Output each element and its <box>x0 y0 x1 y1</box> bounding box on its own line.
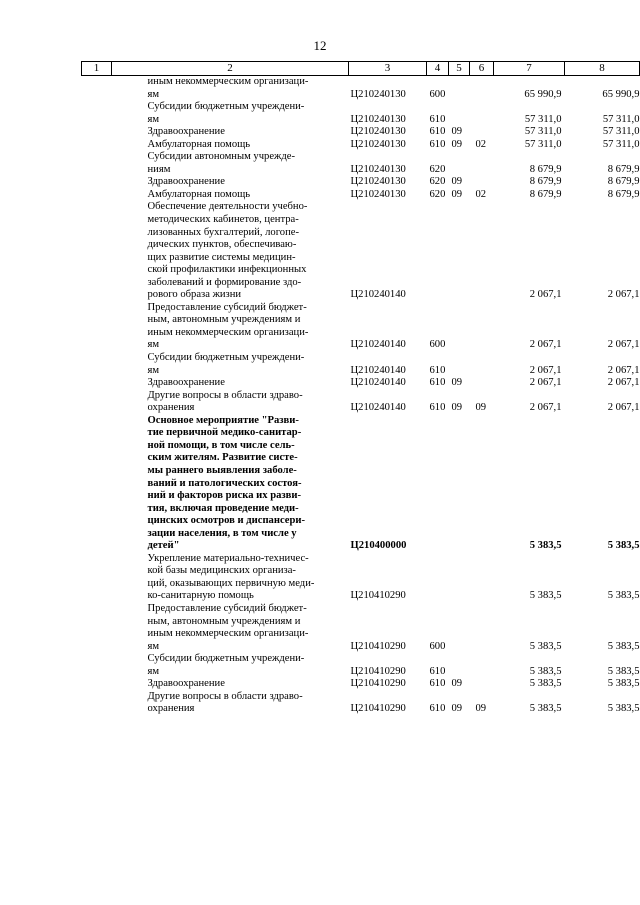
row-name-line: Субсидии бюджетным учреждени- <box>147 653 305 665</box>
row-name-line: ным, автономным учреждениям и <box>147 314 301 326</box>
row-name-cell <box>112 76 349 102</box>
row-name-line: охранения <box>147 703 195 715</box>
row-name-line: ваний и патологических состоя- <box>147 477 302 489</box>
table-row <box>82 139 640 152</box>
row-name-line: щих развитие системы медицин- <box>147 251 296 263</box>
row-name-cell <box>112 377 349 390</box>
section-cell <box>449 201 470 301</box>
expense-type-cell: 610 <box>429 665 446 677</box>
amount-col8-cell: 8 679,9 <box>607 188 640 200</box>
amount-col7-cell: 5 383,5 <box>529 590 562 602</box>
row-name-line: ям <box>147 665 160 677</box>
row-name-line: дических пунктов, обеспечиваю- <box>147 239 297 251</box>
subsection-cell <box>470 126 494 139</box>
expense-type-cell <box>427 201 449 301</box>
amount-col8-cell: 2 067,1 <box>607 364 640 376</box>
section-cell <box>449 151 470 176</box>
row-name-cell <box>112 415 349 553</box>
row-number-cell <box>82 139 112 152</box>
amount-col7-cell: 2 067,1 <box>529 339 562 351</box>
row-name-line: ям <box>147 88 160 100</box>
amount-col7-cell: 5 383,5 <box>529 678 562 690</box>
amount-col8-cell: 5 383,5 <box>607 540 640 552</box>
expense-type-cell: 610 <box>429 113 446 125</box>
table-row <box>82 151 640 176</box>
column-number-header <box>82 62 640 76</box>
header-cell: 6 <box>470 62 494 76</box>
row-name-line: Предоставление субсидий бюджет- <box>147 602 307 614</box>
header-cell: 5 <box>449 62 470 76</box>
row-name-line: Другие вопросы в области здраво- <box>147 389 303 401</box>
amount-col7-cell: 5 383,5 <box>529 703 562 715</box>
expense-type-cell: 610 <box>429 377 446 389</box>
amount-col7-cell: 57 311,0 <box>524 126 562 138</box>
row-name-cell <box>112 603 349 653</box>
table-row <box>82 653 640 678</box>
row-name-line: детей" <box>147 540 180 552</box>
row-number-cell <box>82 653 112 678</box>
row-number-cell <box>82 390 112 415</box>
table-row <box>82 691 640 716</box>
row-name-line: Субсидии бюджетным учреждени- <box>147 101 305 113</box>
subsection-cell <box>470 653 494 678</box>
row-name-cell <box>112 390 349 415</box>
amount-col8-cell: 65 990,9 <box>602 88 640 100</box>
amount-col7-cell: 5 383,5 <box>529 540 562 552</box>
section-cell <box>449 653 470 678</box>
amount-col8-cell: 5 383,5 <box>607 665 640 677</box>
amount-col8-cell: 57 311,0 <box>602 138 640 150</box>
target-code-cell: Ц210240140 <box>350 377 406 389</box>
expense-type-cell: 600 <box>429 640 446 652</box>
row-name-line: ским жителям. Развитие систе- <box>147 452 298 464</box>
table-row <box>82 553 640 603</box>
row-name-line: иным некоммерческим организаци- <box>147 628 309 640</box>
row-name-line: ным, автономным учреждениям и <box>147 615 301 627</box>
table-row <box>82 302 640 352</box>
subsection-cell <box>470 553 494 603</box>
row-name-cell <box>112 126 349 139</box>
expense-type-cell: 620 <box>429 176 446 188</box>
subsection-cell <box>470 176 494 189</box>
row-number-cell <box>82 302 112 352</box>
amount-col8-cell: 5 383,5 <box>607 703 640 715</box>
row-number-cell <box>82 151 112 176</box>
amount-col7-cell: 8 679,9 <box>529 163 562 175</box>
subsection-cell <box>470 76 494 102</box>
section-cell: 09 <box>451 176 463 188</box>
row-name-line: ко-санитарную помощь <box>147 590 254 602</box>
amount-col7-cell: 57 311,0 <box>524 113 562 125</box>
table-row <box>82 201 640 301</box>
expense-type-cell: 600 <box>429 88 446 100</box>
expense-type-cell: 610 <box>429 402 446 414</box>
row-name-line: Субсидии бюджетным учреждени- <box>147 352 305 364</box>
row-name-line: Обеспечение деятельности учебно- <box>147 201 308 213</box>
target-code-cell: Ц210240140 <box>350 339 406 351</box>
amount-col7-cell: 65 990,9 <box>524 88 562 100</box>
amount-col8-cell: 57 311,0 <box>602 113 640 125</box>
amount-col8-cell: 2 067,1 <box>607 377 640 389</box>
row-name-line: Амбулаторная помощь <box>147 138 251 150</box>
amount-col8-cell: 8 679,9 <box>607 176 640 188</box>
subsection-cell <box>470 101 494 126</box>
row-name-cell <box>112 553 349 603</box>
target-code-cell: Ц210240130 <box>350 88 406 100</box>
expense-type-cell: 610 <box>429 126 446 138</box>
row-name-line: охранения <box>147 402 195 414</box>
header-cell: 1 <box>82 62 112 76</box>
section-cell: 09 <box>451 377 463 389</box>
row-name-line: Предоставление субсидий бюджет- <box>147 301 307 313</box>
header-cell: 8 <box>565 62 640 76</box>
header-cell: 2 <box>112 62 349 76</box>
section-cell <box>449 76 470 102</box>
row-name-line: Укрепление материально-техничес- <box>147 552 309 564</box>
section-cell: 09 <box>451 703 463 715</box>
section-cell <box>449 101 470 126</box>
row-name-line: рового образа жизни <box>147 289 242 301</box>
row-number-cell <box>82 603 112 653</box>
section-cell: 09 <box>451 138 463 150</box>
table-row <box>82 678 640 691</box>
row-number-cell <box>82 101 112 126</box>
expense-type-cell: 610 <box>429 138 446 150</box>
amount-col7-cell: 5 383,5 <box>529 640 562 652</box>
amount-col8-cell: 8 679,9 <box>607 163 640 175</box>
row-name-line: Здравоохранение <box>147 176 225 188</box>
amount-col7-cell: 5 383,5 <box>529 665 562 677</box>
row-number-cell <box>82 201 112 301</box>
section-cell: 09 <box>451 402 463 414</box>
row-name-line: ной помощи, в том числе сель- <box>147 439 295 451</box>
target-code-cell: Ц210240130 <box>350 126 406 138</box>
row-name-line: Основное мероприятие "Разви- <box>147 414 299 426</box>
subsection-cell: 02 <box>475 138 487 150</box>
target-code-cell: Ц210410290 <box>350 665 406 677</box>
row-name-cell <box>112 189 349 202</box>
amount-col7-cell: 8 679,9 <box>529 176 562 188</box>
subsection-cell: 09 <box>475 402 487 414</box>
table-row <box>82 415 640 553</box>
subsection-cell <box>470 678 494 691</box>
row-name-line: ям <box>147 339 160 351</box>
target-code-cell: Ц210240130 <box>350 138 406 150</box>
subsection-cell <box>470 151 494 176</box>
row-name-line: ям <box>147 113 160 125</box>
amount-col8-cell: 57 311,0 <box>602 126 640 138</box>
row-name-cell <box>112 678 349 691</box>
row-name-line: ям <box>147 364 160 376</box>
table-row <box>82 126 640 139</box>
amount-col8-cell: 2 067,1 <box>607 402 640 414</box>
target-code-cell: Ц210240140 <box>350 289 406 301</box>
expense-type-cell: 610 <box>429 703 446 715</box>
header-cell: 7 <box>494 62 565 76</box>
row-name-cell <box>112 101 349 126</box>
row-number-cell <box>82 377 112 390</box>
expense-type-cell: 620 <box>429 163 446 175</box>
row-name-line: иным некоммерческим организаци- <box>147 326 309 338</box>
row-name-line: заболеваний и формирование здо- <box>147 276 302 288</box>
expense-type-cell <box>427 553 449 603</box>
amount-col8-cell: 2 067,1 <box>607 289 640 301</box>
expense-type-cell: 600 <box>429 339 446 351</box>
expense-type-cell: 610 <box>429 364 446 376</box>
section-cell: 09 <box>451 188 463 200</box>
subsection-cell <box>470 415 494 553</box>
row-name-cell <box>112 691 349 716</box>
expense-type-cell: 620 <box>429 188 446 200</box>
subsection-cell <box>470 302 494 352</box>
subsection-cell: 02 <box>475 188 487 200</box>
header-cell: 4 <box>427 62 449 76</box>
page-number: 12 <box>313 38 327 53</box>
amount-col8-cell: 2 067,1 <box>607 339 640 351</box>
amount-col7-cell: 57 311,0 <box>524 138 562 150</box>
row-number-cell <box>82 415 112 553</box>
row-name-cell <box>112 139 349 152</box>
header-cell: 3 <box>349 62 427 76</box>
row-name-line: Амбулаторная помощь <box>147 188 251 200</box>
target-code-cell: Ц210410290 <box>350 678 406 690</box>
row-name-line: Здравоохранение <box>147 377 225 389</box>
subsection-cell <box>470 603 494 653</box>
amount-col7-cell: 2 067,1 <box>529 402 562 414</box>
row-name-cell <box>112 302 349 352</box>
amount-col8-cell: 5 383,5 <box>607 640 640 652</box>
row-name-line: иным некоммерческим организаци- <box>147 76 309 87</box>
row-name-cell <box>112 201 349 301</box>
budget-table <box>81 61 640 716</box>
amount-col7-cell: 2 067,1 <box>529 364 562 376</box>
row-number-cell <box>82 678 112 691</box>
table-row <box>82 377 640 390</box>
subsection-cell <box>470 352 494 377</box>
row-name-line: цинских осмотров и диспансери- <box>147 515 306 527</box>
target-code-cell: Ц210410290 <box>350 590 406 602</box>
subsection-cell <box>470 377 494 390</box>
table-row <box>82 176 640 189</box>
row-name-line: зации населения, в том числе у <box>147 527 297 539</box>
target-code-cell: Ц210240130 <box>350 188 406 200</box>
row-number-cell <box>82 176 112 189</box>
row-name-line: ям <box>147 640 160 652</box>
row-number-cell <box>82 76 112 102</box>
row-name-line: лизованных бухгалтерий, логопе- <box>147 226 299 238</box>
section-cell <box>449 603 470 653</box>
target-code-cell: Ц210240130 <box>350 176 406 188</box>
target-code-cell: Ц210410290 <box>350 703 406 715</box>
section-cell <box>449 415 470 553</box>
table-row <box>82 189 640 202</box>
expense-type-cell <box>427 415 449 553</box>
expense-type-cell: 610 <box>429 678 446 690</box>
amount-col7-cell: 2 067,1 <box>529 377 562 389</box>
table-row <box>82 76 640 102</box>
row-name-cell <box>112 151 349 176</box>
section-cell <box>449 302 470 352</box>
section-cell: 09 <box>451 126 463 138</box>
row-name-line: ций, оказывающих первичную меди- <box>147 577 315 589</box>
target-code-cell: Ц210240140 <box>350 364 406 376</box>
row-name-line: тие первичной медико-санитар- <box>147 427 302 439</box>
row-number-cell <box>82 691 112 716</box>
target-code-cell: Ц210400000 <box>350 540 407 552</box>
row-number-cell <box>82 553 112 603</box>
amount-col8-cell: 5 383,5 <box>607 678 640 690</box>
row-name-line: кой базы медицинских организа- <box>147 565 296 577</box>
row-name-line: Здравоохранение <box>147 678 225 690</box>
row-name-line: ний и факторов риска их разви- <box>147 490 302 502</box>
row-number-cell <box>82 189 112 202</box>
row-name-cell <box>112 176 349 189</box>
amount-col8-cell: 5 383,5 <box>607 590 640 602</box>
amount-col7-cell: 2 067,1 <box>529 289 562 301</box>
row-number-cell <box>82 126 112 139</box>
row-name-cell <box>112 352 349 377</box>
amount-col7-cell: 8 679,9 <box>529 188 562 200</box>
row-name-line: тия, включая проведение меди- <box>147 502 299 514</box>
target-code-cell: Ц210240130 <box>350 163 406 175</box>
row-name-line: ниям <box>147 163 171 175</box>
target-code-cell: Ц210410290 <box>350 640 406 652</box>
row-name-line: методических кабинетов, центра- <box>147 214 299 226</box>
table-row <box>82 390 640 415</box>
row-name-line: Субсидии автономным учрежде- <box>147 151 295 163</box>
section-cell <box>449 352 470 377</box>
target-code-cell: Ц210240130 <box>350 113 406 125</box>
table-row <box>82 603 640 653</box>
section-cell: 09 <box>451 678 463 690</box>
row-number-cell <box>82 352 112 377</box>
subsection-cell <box>470 201 494 301</box>
table-row <box>82 352 640 377</box>
row-name-cell <box>112 653 349 678</box>
target-code-cell: Ц210240140 <box>350 402 406 414</box>
row-name-line: Здравоохранение <box>147 126 225 138</box>
table-row <box>82 101 640 126</box>
row-name-line: мы раннего выявления заболе- <box>147 464 297 476</box>
subsection-cell: 09 <box>475 703 487 715</box>
row-name-line: Другие вопросы в области здраво- <box>147 690 303 702</box>
row-name-line: ской профилактики инфекционных <box>147 264 307 276</box>
section-cell <box>449 553 470 603</box>
